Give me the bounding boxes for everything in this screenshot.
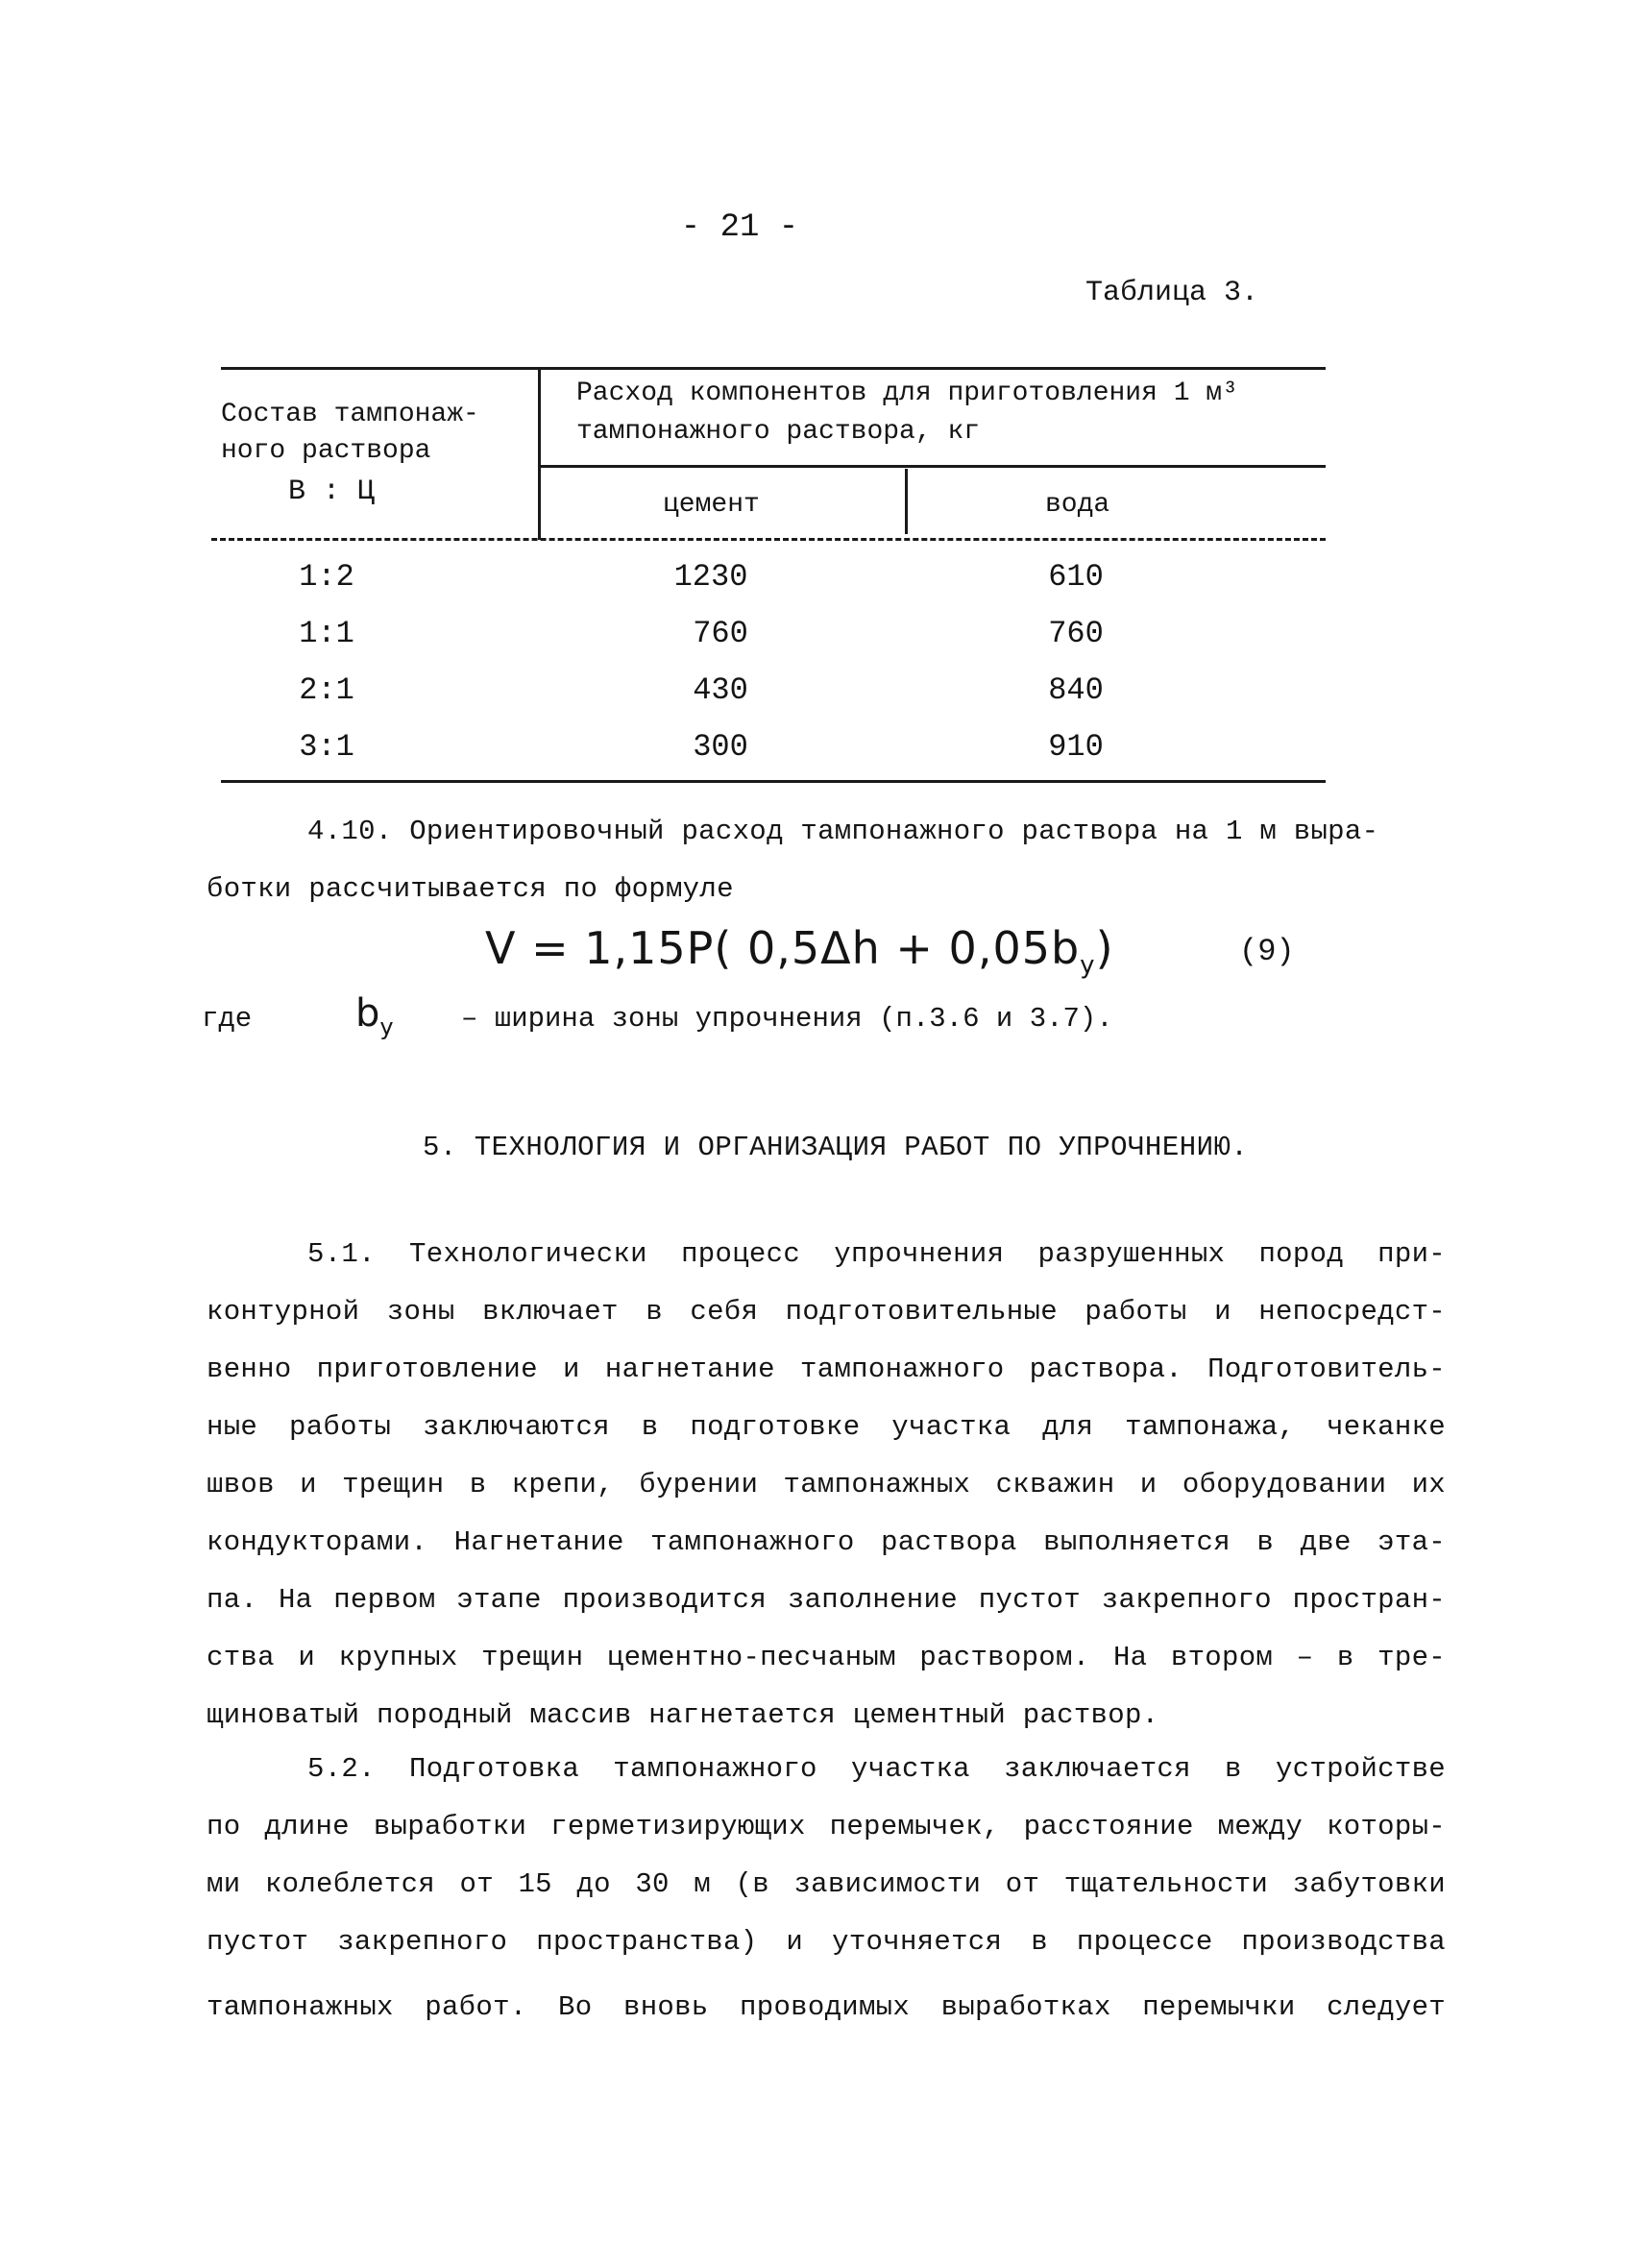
table-row bbox=[211, 672, 1326, 720]
text-line: венно приготовление и нагнетание тампонажного раствора. Подготовитель- bbox=[207, 1353, 1446, 1385]
cell-ratio: 3:1 bbox=[299, 729, 354, 765]
cell-water: 840 bbox=[1048, 672, 1104, 708]
text-line: по длине выработки герметизирующих перемычек, расстояние между которы- bbox=[207, 1811, 1446, 1842]
section-heading: 5. ТЕХНОЛОГИЯ И ОРГАНИЗАЦИЯ РАБОТ ПО УПРОЧНЕНИЮ. bbox=[423, 1132, 1249, 1163]
table-label: Таблица 3. bbox=[1085, 277, 1258, 309]
formula-number: (9) bbox=[1239, 934, 1295, 969]
paragraph-4-10 bbox=[207, 803, 1446, 918]
table-top-rule bbox=[221, 367, 1326, 370]
group-header-line1: Расход компонентов для приготовления 1 м³ bbox=[576, 378, 1238, 408]
text-line: щиноватый породный массив нагнетается цементный раствор. bbox=[207, 1699, 1159, 1731]
where-symbol: $b_y$ bbox=[355, 991, 394, 1040]
consumption-table bbox=[211, 367, 1326, 790]
text-line: тампонажных работ. Во вновь проводимых выработках перемычки следует bbox=[207, 1991, 1446, 2023]
col1-header-line3: В : Ц bbox=[288, 476, 376, 508]
formula-close: ) bbox=[1095, 922, 1114, 974]
text-line: 5.2. Подготовка тампонажного участка заключается в устройстве bbox=[307, 1753, 1446, 1785]
text-line: 4.10. Ориентировочный расход тампонажного раствора на 1 м выра- bbox=[307, 816, 1379, 847]
where-definition: – ширина зоны упрочнения (п.3.6 и 3.7). bbox=[461, 1003, 1113, 1035]
formula-body: V = 1,15P( 0,5Δh + 0,05b bbox=[485, 922, 1081, 974]
cell-cement: 1230 bbox=[673, 559, 748, 595]
table-group-rule bbox=[538, 465, 1326, 468]
table-bottom-rule bbox=[221, 780, 1326, 783]
cell-cement: 300 bbox=[693, 729, 748, 765]
formula-legend bbox=[202, 991, 1450, 1049]
table-header-rule bbox=[211, 538, 1326, 541]
table-subdivider-vertical bbox=[905, 469, 908, 534]
table-row bbox=[211, 616, 1326, 664]
paragraph-5-2 bbox=[207, 1741, 1446, 2036]
col1-header-line2: ного раствора bbox=[221, 436, 431, 466]
text-line: ства и крупных трещин цементно-песчаным раствором. На втором – в тре- bbox=[207, 1642, 1446, 1673]
table-row bbox=[211, 559, 1326, 607]
subheader-water: вода bbox=[1045, 490, 1110, 520]
text-line: 5.1. Технологически процесс упрочнения разрушенных пород при- bbox=[307, 1238, 1446, 1270]
formula-9 bbox=[485, 922, 1114, 980]
cell-ratio: 2:1 bbox=[299, 672, 354, 708]
text-line: контурной зоны включает в себя подготовительные работы и непосредст- bbox=[207, 1296, 1446, 1328]
cell-cement: 760 bbox=[693, 616, 748, 651]
text-line: па. На первом этапе производится заполнение пустот закрепного простран- bbox=[207, 1584, 1446, 1616]
page-number: - 21 - bbox=[680, 209, 799, 246]
paragraph-5-1 bbox=[207, 1226, 1446, 1744]
cell-water: 610 bbox=[1048, 559, 1104, 595]
col1-header-line1: Состав тампонаж- bbox=[221, 400, 479, 429]
where-word: где bbox=[202, 1003, 253, 1035]
formula-subscript: y bbox=[1080, 951, 1096, 981]
text-line: ми колеблется от 15 до 30 м (в зависимости от тщательности забутовки bbox=[207, 1868, 1446, 1900]
text-line: швов и трещин в крепи, бурении тампонажных скважин и оборудовании их bbox=[207, 1469, 1446, 1500]
text-line: ботки рассчитывается по формуле bbox=[207, 873, 734, 905]
cell-cement: 430 bbox=[693, 672, 748, 708]
table-row bbox=[211, 729, 1326, 777]
text-line: ные работы заключаются в подготовке участка для тампонажа, чеканке bbox=[207, 1411, 1446, 1443]
cell-ratio: 1:2 bbox=[299, 559, 354, 595]
cell-ratio: 1:1 bbox=[299, 616, 354, 651]
cell-water: 910 bbox=[1048, 729, 1104, 765]
text-line: кондукторами. Нагнетание тампонажного раствора выполняется в две эта- bbox=[207, 1526, 1446, 1558]
cell-water: 760 bbox=[1048, 616, 1104, 651]
text-line: пустот закрепного пространства) и уточняется в процессе производства bbox=[207, 1926, 1446, 1958]
table-divider-vertical bbox=[538, 367, 541, 540]
subheader-cement: цемент bbox=[663, 490, 760, 520]
group-header-line2: тампонажного раствора, кг bbox=[576, 417, 981, 447]
